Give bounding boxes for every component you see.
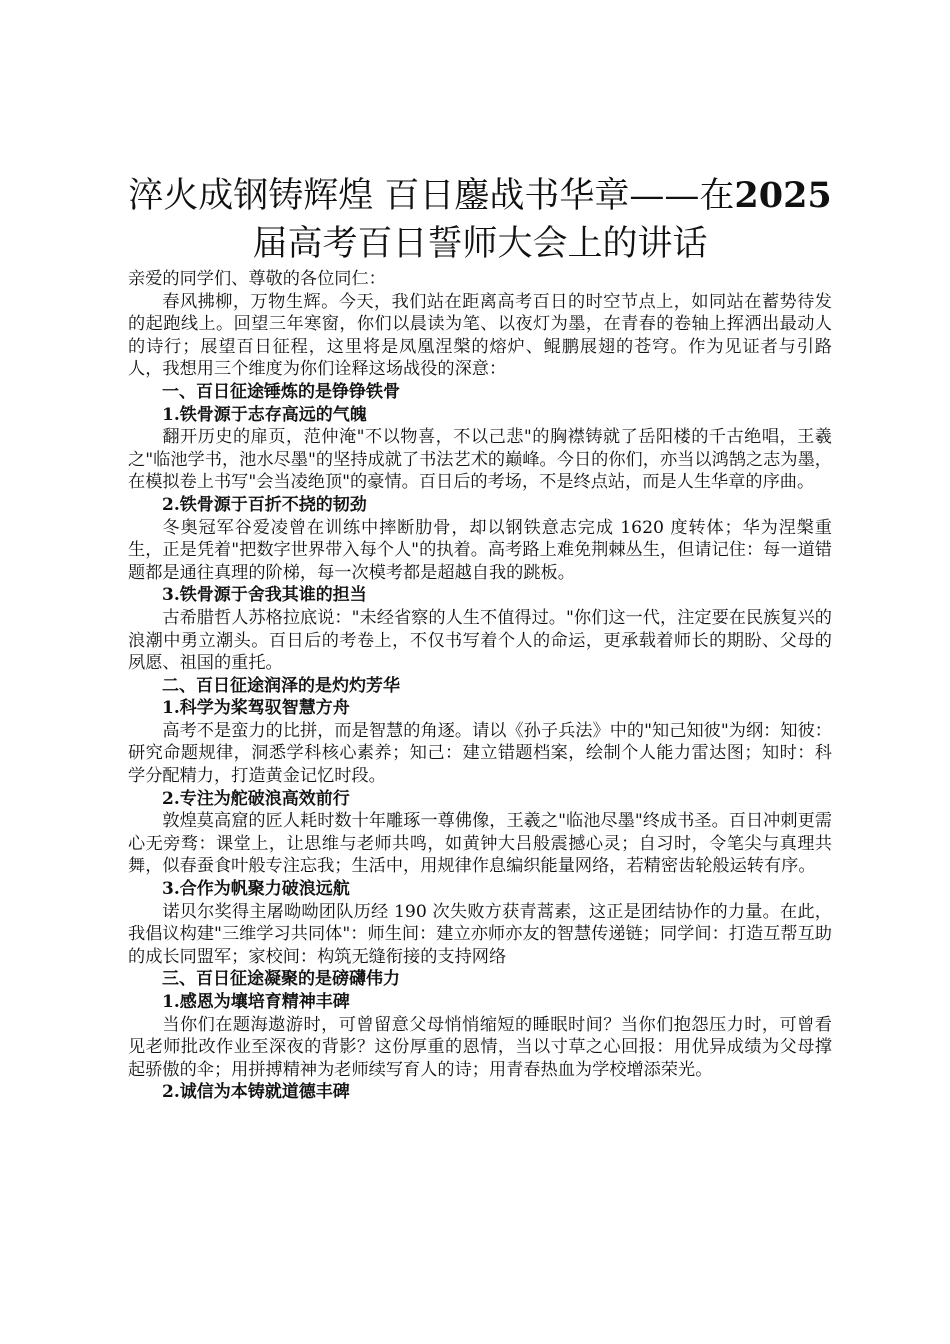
section1-heading: 一、百日征途锤炼的是铮铮铁骨: [162, 381, 400, 402]
section1-item1-heading: 1.铁骨源于志存高远的气魄: [162, 404, 367, 425]
section2-item2-text: 敦煌莫高窟的匠人耗时数十年雕琢一尊佛像，王羲之"临池尽墨"终成书圣。百日冲刺更需心无旁骛：课堂上，让思维与老师共鸣，如黄钟大吕般震撼心灵；自习时，令笔尖与真理共舞，似春蚕食叶般专注忘我；生活中，用规律作息编织能量网络，若精密齿轮般运转有序。: [128, 811, 832, 877]
section2-heading: 二、百日征途润泽的是灼灼芳华: [162, 675, 400, 696]
section2-item2-heading: 2.专注为舵破浪高效前行: [162, 788, 350, 809]
section1-item2-text: 冬奥冠军谷爱凌曾在训练中摔断肋骨，却以钢铁意志完成 1620 度转体；华为涅槃重生，正是凭着"把数字世界带入每个人"的执着。高考路上难免荆棘丛生，但请记住：每一道错题都是通往真理的阶梯，每一次模考都是超越自我的跳板。: [128, 517, 832, 583]
section2-item1-text: 高考不是蛮力的比拼，而是智慧的角逐。请以《孙子兵法》中的"知己知彼"为纲：知彼：研究命题规律，洞悉学科核心素养；知己：建立错题档案，绘制个人能力雷达图；知时：科学分配精力，打造黄金记忆时段。: [128, 720, 832, 787]
title-line1: 淬火成钢铸辉煌 百日鏖战书华章——在: [128, 176, 735, 216]
document-page: [128, 172, 832, 1104]
section3-item1-text: 当你们在题海遨游时，可曾留意父母悄悄缩短的睡眠时间？当你们抱怨压力时，可曾看见老师批改作业至深夜的背影？这份厚重的恩情，当以寸草之心回报：用优异成绩为父母撑起骄傲的伞；用拼搏精神为老师续写育人的诗；用青春热血为学校增添荣光。: [128, 1014, 832, 1080]
greeting: 亲爱的同学们、尊敬的各位同仁：: [128, 269, 386, 289]
section2-item3-text: 诺贝尔奖得主屠呦呦团队历经 190 次失败方获青蒿素，这正是团结协作的力量。在此，我倡议构建"三维学习共同体"：师生间：建立亦师亦友的智慧传递链；同学间：打造互帮互助的成长同盟军；家校间：构筑无缝衔接的支持网络: [128, 901, 832, 967]
document-title: [128, 172, 832, 268]
section1-item1-text: 翻开历史的扉页，范仲淹"不以物喜，不以己悲"的胸襟铸就了岳阳楼的千古绝唱，王羲之"临池学书，池水尽墨"的坚持成就了书法艺术的巅峰。今日的你们，亦当以鸿鹄之志为墨，在模拟卷上书写"会当凌绝顶"的豪情。百日后的考场，不是终点站，而是人生华章的序曲。: [128, 427, 832, 493]
title-year: 2025: [734, 175, 832, 216]
intro-paragraph: 春风拂柳，万物生辉。今天，我们站在距离高考百日的时空节点上，如同站在蓄势待发的起跑线上。回望三年寒窗，你们以晨读为笔、以夜灯为墨，在青春的卷轴上挥洒出最动人的诗行；展望百日征程，这里将是凤凰涅槃的熔炉、鲲鹏展翅的苍穹。作为见证者与引路人，我想用三个维度为你们诠释这场战役的深意：: [128, 291, 832, 380]
section1-item3-text: 古希腊哲人苏格拉底说："未经省察的人生不值得过。"你们这一代，注定要在民族复兴的浪潮中勇立潮头。百日后的考卷上，不仅书写着个人的命运，更承载着师长的期盼、父母的夙愿、祖国的重托。: [128, 607, 832, 674]
title-line2: 届高考百日誓师大会上的讲话: [252, 224, 708, 264]
section2-item1-heading: 1.科学为桨驾驭智慧方舟: [162, 698, 350, 719]
section2-item3-heading: 3.合作为帆聚力破浪远航: [162, 879, 350, 900]
section1-item2-heading: 2.铁骨源于百折不挠的韧劲: [162, 494, 367, 515]
section3-item1-heading: 1.感恩为壤培育精神丰碑: [162, 992, 350, 1012]
section3-heading: 三、百日征途凝聚的是磅礴伟力: [162, 969, 400, 990]
section3-item2-heading: 2.诚信为本铸就道德丰碑: [162, 1082, 350, 1103]
section1-item3-heading: 3.铁骨源于舍我其谁的担当: [162, 585, 367, 606]
